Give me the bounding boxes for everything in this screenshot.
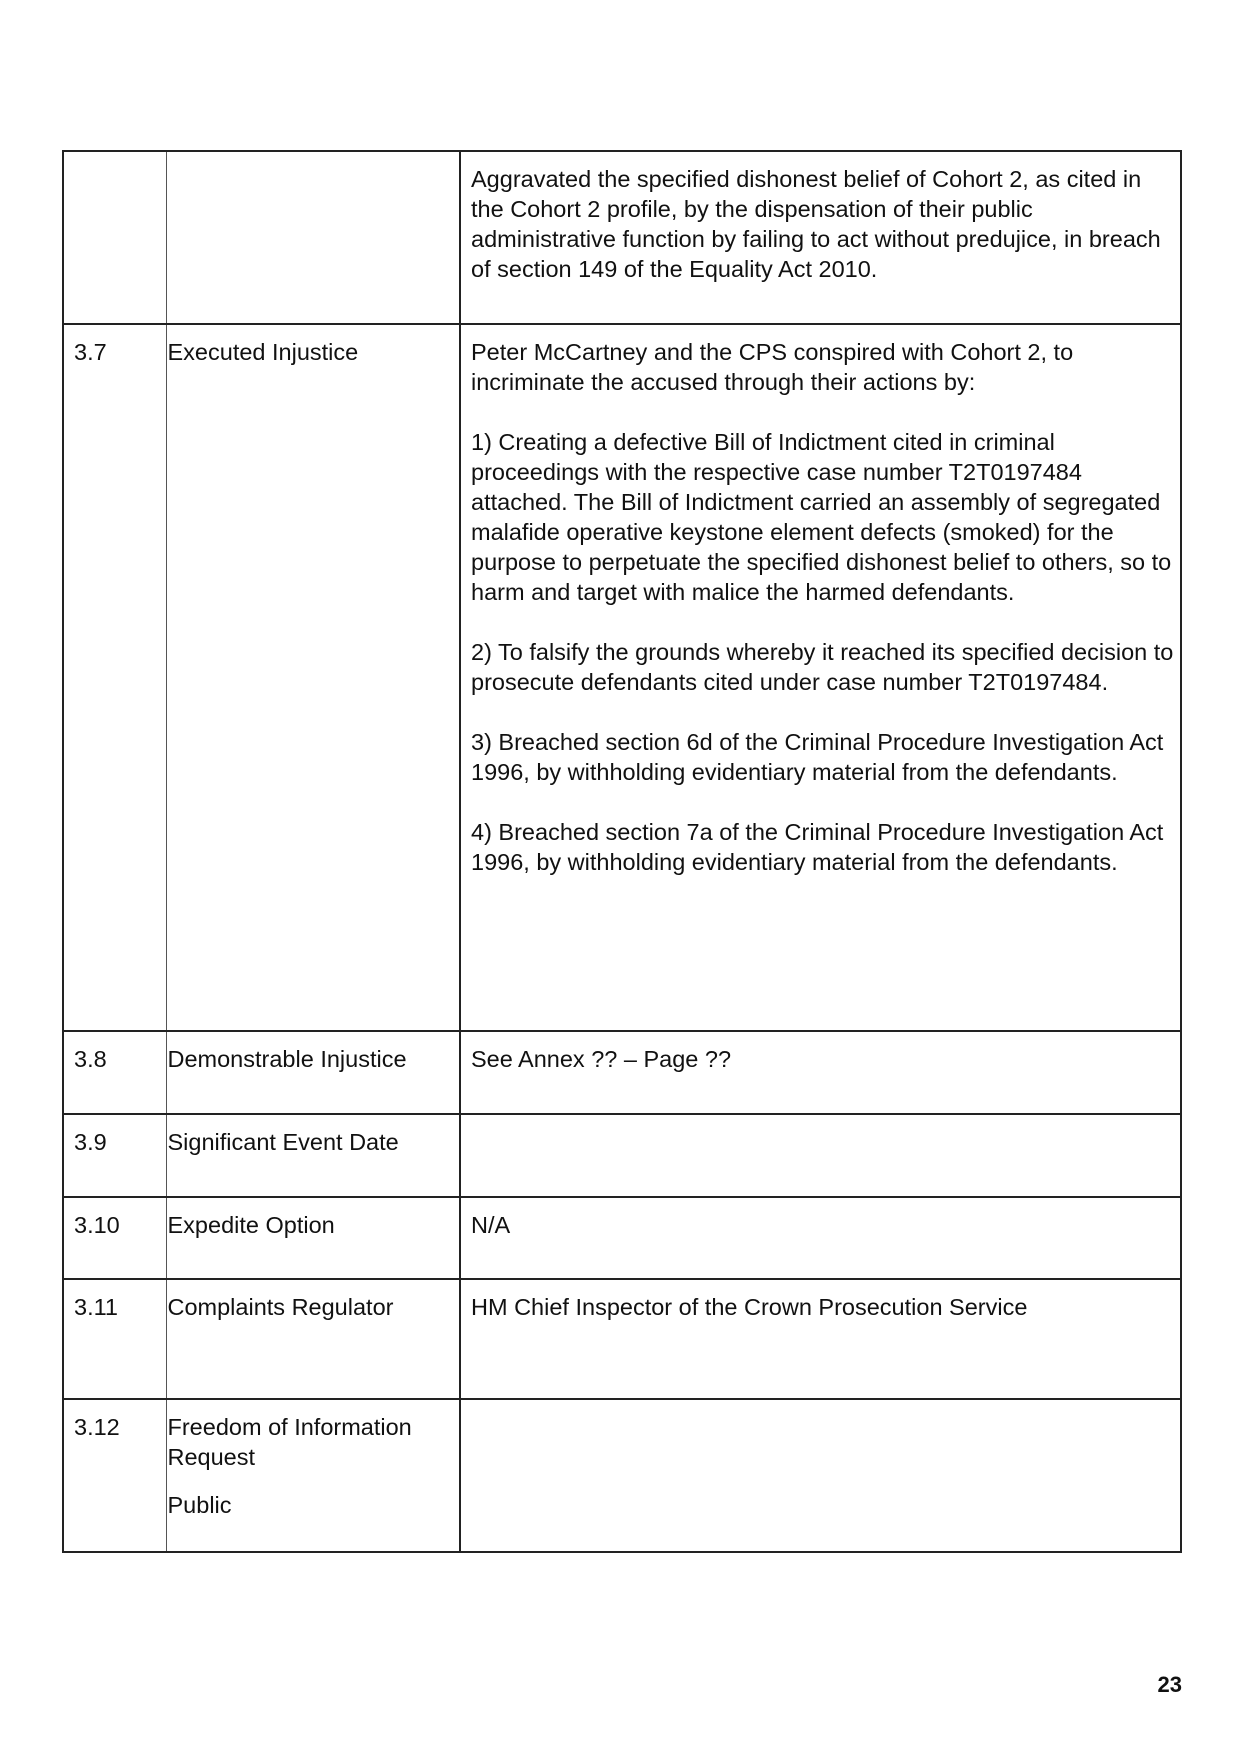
- table-row: [63, 151, 1181, 324]
- content-paragraph: N/A: [471, 1212, 511, 1238]
- table-row: [63, 1114, 1181, 1197]
- content-paragraph: 2) To falsify the grounds whereby it reached its specified decision to prosecute defendants cited under case number T2T0197484.: [471, 639, 1174, 695]
- table-row: [63, 1031, 1181, 1114]
- table-row: [63, 1279, 1181, 1399]
- row-number: 3.10: [63, 1197, 166, 1279]
- row-content: [460, 1114, 1181, 1197]
- row-label: Complaints Regulator: [166, 1279, 460, 1399]
- row-number: 3.8: [63, 1031, 166, 1114]
- row-content: [460, 1031, 1181, 1114]
- row-content: [460, 1197, 1181, 1279]
- row-number: 3.9: [63, 1114, 166, 1197]
- row-label: Freedom of Information Request: [167, 1414, 412, 1470]
- row-label: Significant Event Date: [166, 1114, 460, 1197]
- row-label: Executed Injustice: [166, 324, 460, 1031]
- row-content: [460, 324, 1181, 1031]
- document-table: [62, 150, 1182, 1553]
- row-content: [460, 151, 1181, 324]
- row-number: 3.12: [63, 1399, 166, 1552]
- table-row: [63, 1197, 1181, 1279]
- content-paragraph: 1) Creating a defective Bill of Indictment cited in criminal proceedings with the respective case number T2T0197484 attached. The Bill of Indictment carried an assembly of segregated malafide operative keystone element defects (smoked) for the purpose to perpetuate the specified dishonest belief to others, so to harm and target with malice the harmed defendants.: [471, 429, 1172, 605]
- row-content: [460, 1399, 1181, 1552]
- row-number: 3.7: [63, 324, 166, 1031]
- table-row: [63, 1399, 1181, 1552]
- row-label: Expedite Option: [166, 1197, 460, 1279]
- page-number: 23: [1157, 1672, 1182, 1697]
- content-paragraph: 4) Breached section 7a of the Criminal Procedure Investigation Act 1996, by withholding evidentiary material from the defendants.: [471, 819, 1164, 875]
- row-number: 3.11: [63, 1279, 166, 1399]
- content-paragraph: Aggravated the specified dishonest belief of Cohort 2, as cited in the Cohort 2 profile, by the dispensation of their public administrative function by failing to act without predujice, in breach of section 149 of the Equality Act 2010.: [471, 166, 1161, 282]
- content-paragraph: See Annex ?? – Page ??: [471, 1046, 732, 1072]
- content-paragraph: 3) Breached section 6d of the Criminal Procedure Investigation Act 1996, by withholding evidentiary material from the defendants.: [471, 729, 1164, 785]
- row-label: [166, 151, 460, 324]
- content-paragraph: Peter McCartney and the CPS conspired with Cohort 2, to incriminate the accused through their actions by:: [471, 339, 1074, 395]
- row-label-sub: Public: [167, 1492, 232, 1518]
- row-number: [63, 151, 166, 324]
- row-content: [460, 1279, 1181, 1399]
- content-paragraph: HM Chief Inspector of the Crown Prosecution Service: [471, 1294, 1028, 1320]
- table-row: [63, 324, 1181, 1031]
- row-label: Demonstrable Injustice: [166, 1031, 460, 1114]
- row-label-cell: [166, 1399, 460, 1552]
